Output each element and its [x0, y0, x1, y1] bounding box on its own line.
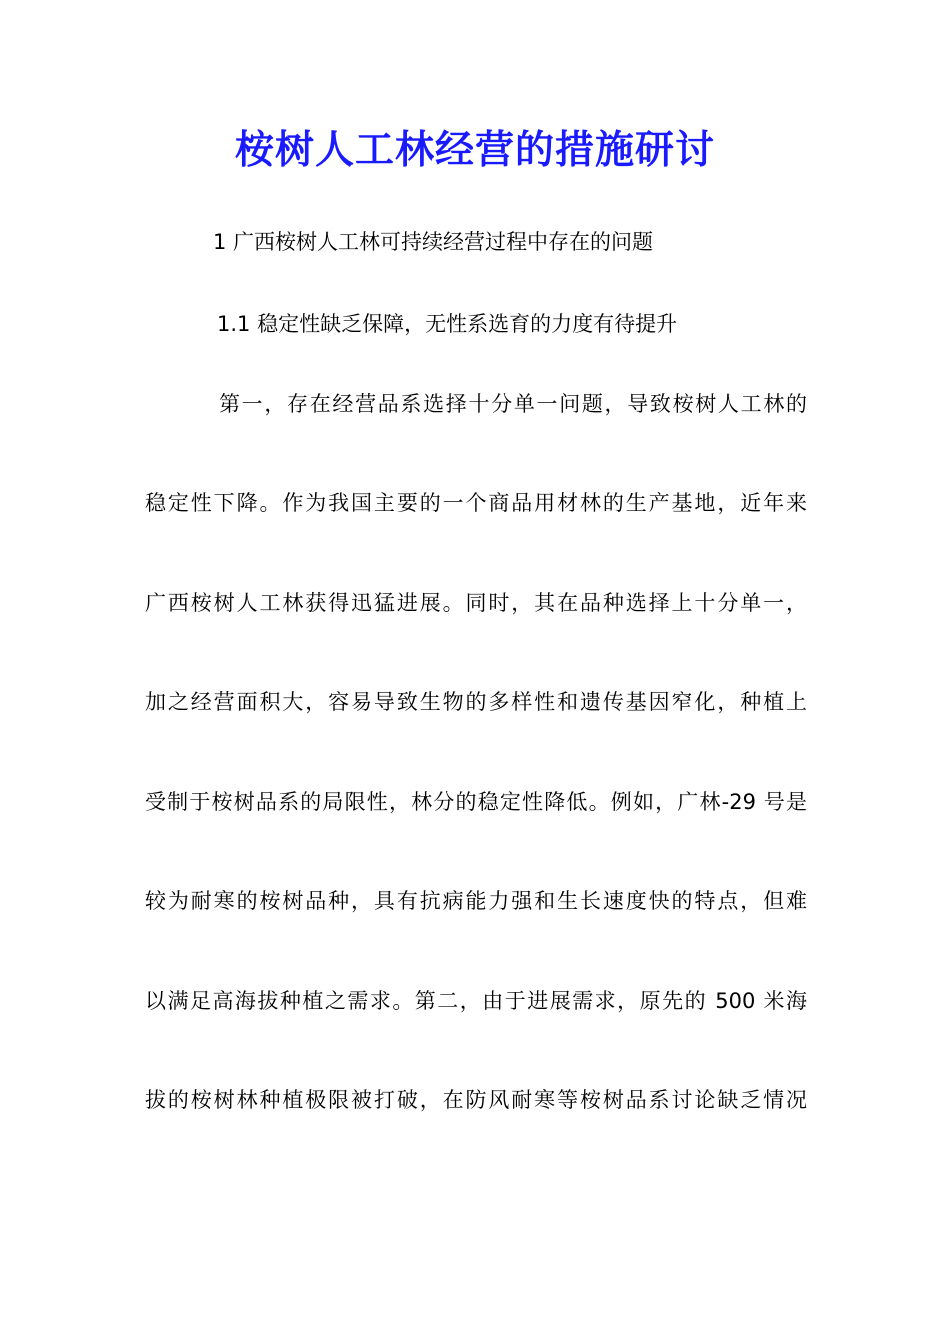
- paragraph-line-2: 稳定性下降。作为我国主要的一个商品用材林的生产基地，近年来: [145, 491, 807, 515]
- paragraph-line-1: 第一，存在经营品系选择十分单一问题，导致桉树人工林的: [219, 392, 807, 416]
- paragraph-line-3: 广西桉树人工林获得迅猛进展。同时，其在品种选择上十分单一，: [145, 591, 807, 615]
- subsection-heading: 1.1 稳定性缺乏保障，无性系选育的力度有待提升: [217, 312, 678, 336]
- document-title: 桉树人工林经营的措施研讨: [234, 127, 715, 173]
- section-heading: 1 广西桉树人工林可持续经营过程中存在的问题: [213, 230, 654, 254]
- paragraph-line-8: 拔的桉树林种植极限被打破，在防风耐寒等桉树品系讨论缺乏情况: [145, 1088, 807, 1112]
- paragraph-line-6: 较为耐寒的桉树品种，具有抗病能力强和生长速度快的特点，但难: [145, 889, 807, 913]
- paragraph-line-4: 加之经营面积大，容易导致生物的多样性和遗传基因窄化，种植上: [145, 690, 807, 714]
- paragraph-line-7: 以满足高海拔种植之需求。第二，由于进展需求，原先的 500 米海: [145, 989, 807, 1013]
- paragraph-line-5: 受制于桉树品系的局限性，林分的稳定性降低。例如，广林-29 号是: [145, 790, 807, 814]
